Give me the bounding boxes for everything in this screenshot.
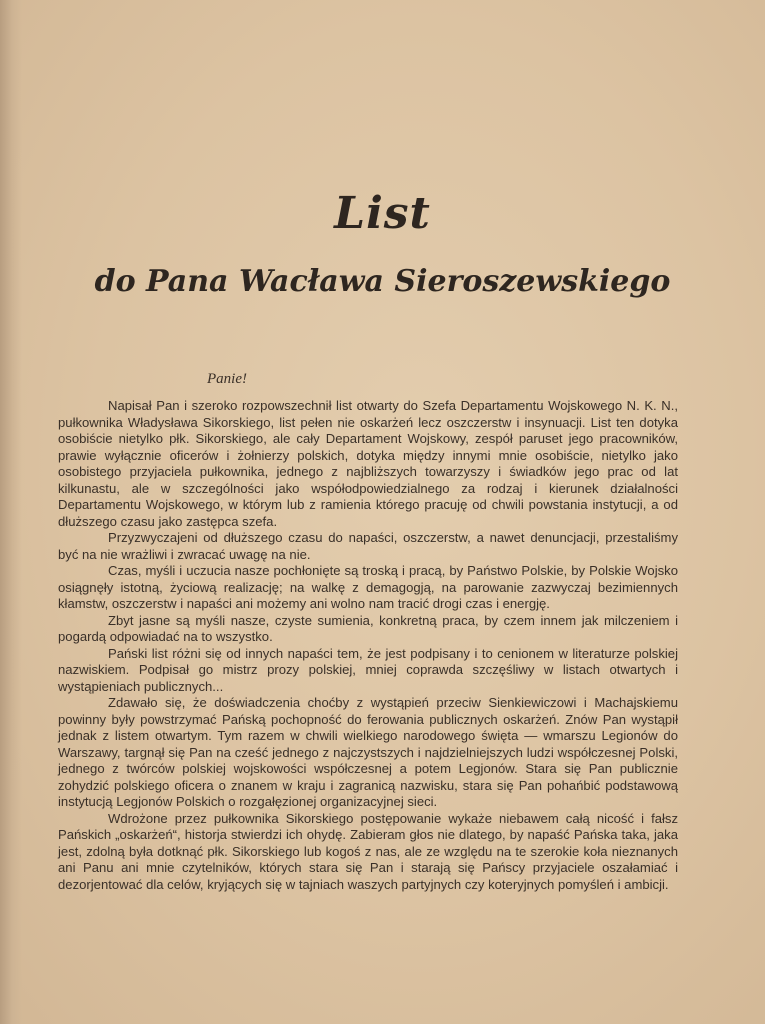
document-subtitle: do Pana Wacława Sieroszewskiego bbox=[94, 264, 671, 299]
paragraph: Przyzwyczajeni od dłuższego czasu do napaści, oszczerstw, a nawet denuncjacji, przestaliśmy być na nie wrażliwi i zwracać uwagę na nie. bbox=[58, 530, 678, 562]
document-title: List bbox=[334, 188, 431, 239]
salutation: Panie! bbox=[207, 371, 247, 387]
paragraph: Wdrożone przez pułkownika Sikorskiego postępowanie wykaże niebawem całą nicość i fałsz Pańskich „oskarżeń“, historja stwierdzi ich ohydę. Zabieram głos nie dlatego, by napaść Pańska taka, jaka jest, zdolną była dotknąć płk. Sikorskiego lub kogoś z nas, ale ze względu na te szerokie koła nieznanych ani Panu ani mnie czytelników, których stara się Pan i starają się Pańscy przyjaciele oszałamiać i dezorjentować dla celów, kryjących się w tajniach waszych partyjnych czy koteryjnych pomyśleń i ambicji. bbox=[58, 810, 678, 892]
letter-body bbox=[58, 398, 678, 893]
paragraph: Napisał Pan i szeroko rozpowszechnił list otwarty do Szefa Departamentu Wojskowego N. K. N., pułkownika Władysława Sikorskiego, list pełen nie oskarżeń lecz oszczerstw i insynuacji. List ten dotyka osobiście nietylko płk. Sikorskiego, ale cały Departament Wojskowy, zespół paruset jego pracowników, prawie wyłącznie oficerów i żołnierzy polskich, dotyka między innymi mnie osobiście, nietylko jako osobistego przyjaciela pułkownika, jednego z najbliższych towarzyszy i świadków jego prac od lat kilkunastu, ale w szczególności jako współodpowiedzialnego za rodzaj i kierunek działalności Departamentu Wojskowego, w którym lub z ramienia którego pracuję od chwili powstania instytucji, a od dłuższego czasu jako zastępca szefa. bbox=[58, 398, 678, 529]
paragraph: Czas, myśli i uczucia nasze pochłonięte są troską i pracą, by Państwo Polskie, by Polskie Wojsko osiągnęły istotną, życiową realizację; na walkę z demagogją, na parowanie zazwyczaj bezimiennych kłamstw, oszczerstw i napaści ani możemy ani wolno nam tracić drogi czas i energję. bbox=[58, 563, 678, 611]
paragraph: Zbyt jasne są myśli nasze, czyste sumienia, konkretną praca, by czem innem jak milczeniem i pogardą odpowiadać na to wszystko. bbox=[58, 612, 678, 644]
paragraph: Pański list różni się od innych napaści tem, że jest podpisany i to cenionem w literaturze polskiej nazwiskiem. Podpisał go mistrz prozy polskiej, mniej coprawda szczęśliwy w listach otwartych i wystąpieniach publicznych... bbox=[58, 645, 678, 694]
paragraph: Zdawało się, że doświadczenia choćby z wystąpień przeciw Sienkiewiczowi i Machajskiemu powinny były powstrzymać Pańską pochopność do ferowania publicznych oskarżeń. Znów Pan wystąpił jednak z listem otwartym. Tym razem w chwili wielkiego narodowego święta — wmarszu Legionów do Warszawy, targnął się Pan na cześć jednego z najczystszych i najdzielniejszych ludzi współczesnej Polski, jednego z twórców polskiej wojskowości współczesnej a potem Legjonów. Stara się Pan publicznie zohydzić polskiego oficera o znanem w kraju i zagranicą nazwisku, stara się Pan pohańbić podstawową instytucją Legjonów Polskich o rozgałęzionej organizacyjnej sieci. bbox=[58, 695, 678, 809]
page-spine-shadow bbox=[0, 0, 22, 1024]
